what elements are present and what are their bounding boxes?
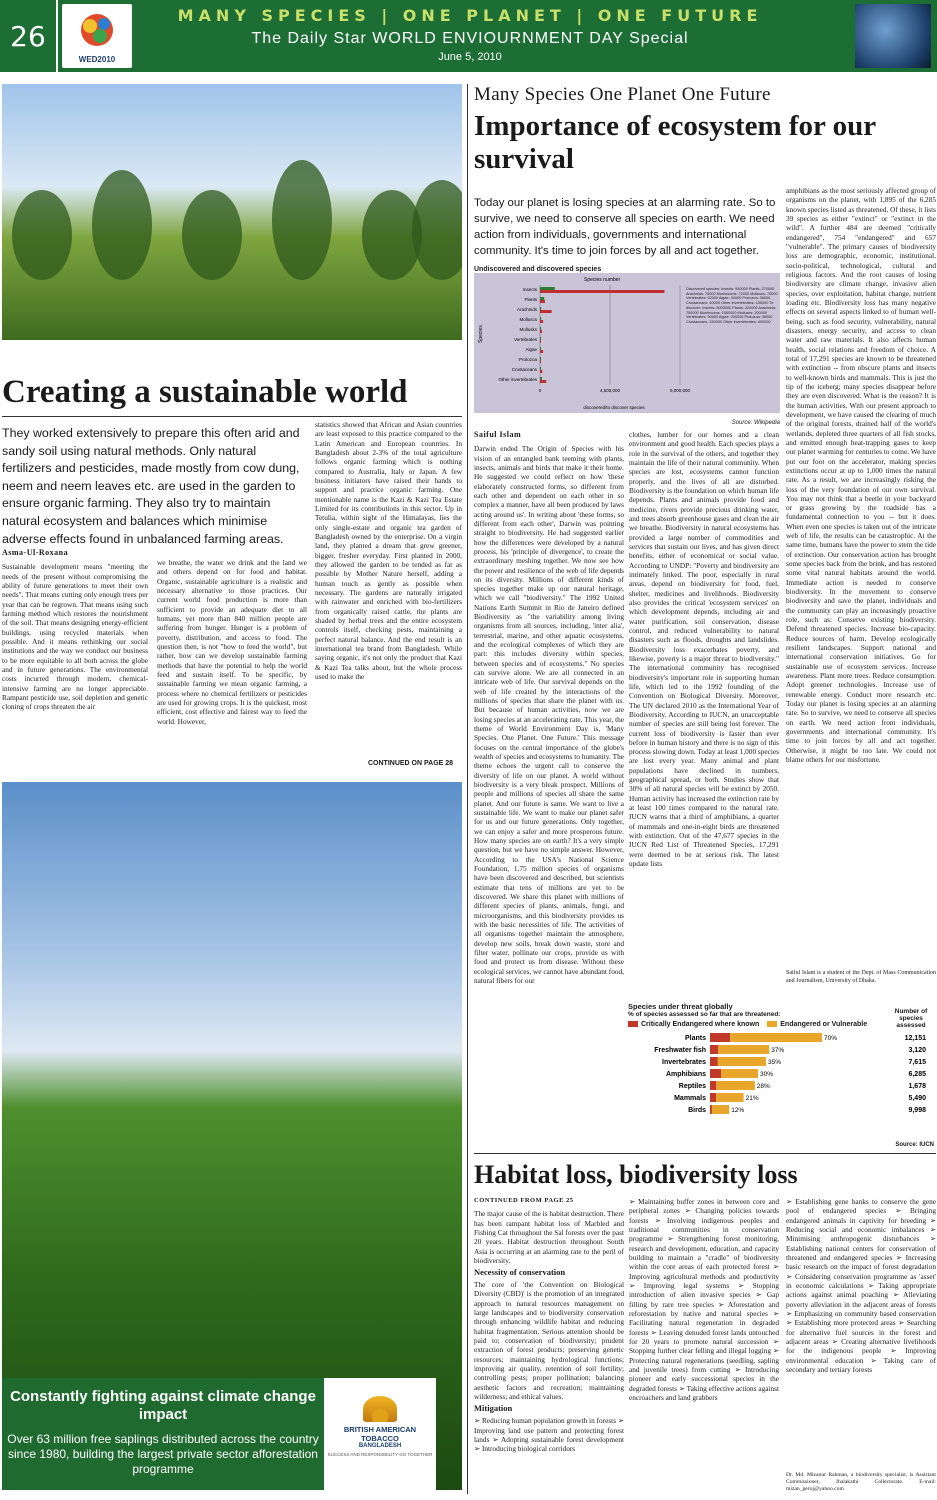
threat-bar-endangered (712, 1105, 729, 1114)
species-category-label: Other invertebrates (498, 377, 537, 382)
threat-assessed-value: 9,998 (908, 1107, 926, 1114)
threat-category-label: Amphibians (665, 1071, 706, 1078)
habitat-col-1 (474, 1197, 624, 1497)
threat-bar-critical (710, 1045, 718, 1054)
species-bar-to-discover (540, 380, 546, 383)
species-bar-discovered (540, 297, 544, 300)
threat-category-label: Invertebrates (662, 1059, 706, 1066)
left-col-1 (2, 548, 148, 780)
species-bar-discovered (540, 287, 555, 290)
species-bar-discovered (540, 367, 541, 370)
threat-value-label: 30% (760, 1071, 774, 1078)
right-col-3-text: amphibians as the most seriously affected group of organisms on the planet, with 1,895 of the 6,285 known species listed as threatened. Of these, it lists 39 species as either "extinct" or "extinct in the wild". A further 484 are deemed "critically endangered", 754 "endangered" and 657 "vulnerable". The primary causes of biodiversity loss are demographic, economic, institutional, socio-political, technological, cultural and religious factors. And the root causes of losing biodiversity are climate change, invasive alien species, over exploitation, habitat change, nutrient loading etc. Biodiversity loss has many negative effects on several aspects linked to of human well-being, such as food security, vulnerability, natural disasters, energy security, and access to clean water and raw materials. It also affects human health, social relations and freedom of choice. A total of 17,291 species are known to be threatened with extinction -- from obscure plants and insects to well-known birds and mammals. This is just the tip of the iceberg; many species disappear before they are even discovered. What is the reason? It is the human activities. With our present approach to development, we have caused the clearing of much of the original forests, drained half of the world's wetlands, depleted three quarters of all fish stocks, and emitted enough heat-trapping gases to keep our planet warming for centuries to come. We have put our foot on the accelerator, making species extinctions occur at up to 1,000 times the natural rate. As a result, we are increasingly risking the loss of the very foundation of our own survival. You may not think that a beetle in your backyard or grass growing by the roadside has a fundamental connection to you -- but it does. When even one species is taken out of the intricate web of life, the results can be catastrophic. At the same time, humans have the power to stem the tide of extinction. Our conservation action has brought some species back from the brink, and has restored some vital natural habitats around the world. Immediate action is needed to conserve biodiversity. In the movement to conserve biodiversity and save the planet, individuals and the community can play an increasingly proactive role, such as: Conserve existing biodiversity. Defend threatened species. Increase bio-capacity. Reduce sources of harm. Develop ecologically resilient landscapes. Support national and international conservation initiatives. Go for sustainable use of ecosystem services. Increase awareness. Plant more trees. Reduce consumption. Adopt greener technologies. Increase use of renewable energy. Conduct more research etc. Today our planet is losing species at an alarming rate. So to survive, we need to conserve all species on earth. We need action from individuals, governments and international community. It's time to join forces by all and act together. Otherwise, it might be too late. We could not blame others for our misfortune. (786, 186, 936, 765)
threat-chart-subtitle: % of species assessed so far that are threatened: (628, 1011, 781, 1018)
species-bar-to-discover (540, 360, 541, 363)
left-col-3-text: statistics showed that African and Asian countries are least exposed to this practice compared to the Latin American and European countries. In Bangladesh about 2-3% of the total agriculture follows organic farming which is nothing compared to Australia, Italy or Japan. A few business initiators have raised their hands to support and practice organic farming. One mentionable name is the Kazi & Kazi Tea Estate Limited for its contributions in this sector. Up in Tetulia, within sight of the Himalayas, lies the only single-estate and organic tea garden of Bangladesh owned by the enterprise. On a virgin land, they planted a dream that grew greener, bigger, fresher everyday. First planted in 2000, they allowed the garden to be tended as far as possible by Mother Nature herself, adding a human touch as gently as possible when necessary. The gardens are naturally irrigated with rainwater and enriched with bio-fertilizers from organically raised cattle, the plants are shaded by herbal trees and the entire ecosystem controls itself, checking pests, maintaining a perfect natural balance. And the end result is an international tea brand from Bangladesh. While saying organic, it's not only the product that Kazi & Kazi Tea talks about, but the whole process used to make the (315, 420, 462, 681)
threat-category-label: Plants (684, 1035, 706, 1042)
species-chart-source: Source: Wikipedia (731, 420, 780, 426)
threat-bar-endangered (730, 1033, 822, 1042)
species-chart-plot (474, 273, 780, 413)
threat-chart-source: Source: IUCN (895, 1142, 934, 1148)
species-xtick: 4,500,000 (599, 388, 621, 393)
species-bar-to-discover (540, 330, 542, 333)
habitat-col-1c-text: ➢ Reducing human population growth in forests ➢ Improving land use pattern and protecting forest lands ➢ Adopting sustainable forest development ➢ Introducing biological corridors (474, 1416, 624, 1454)
tea-garden-photo (2, 84, 462, 340)
species-legend-box (686, 287, 778, 405)
wed-logo (62, 4, 132, 68)
habitat-col-1-text: The major cause of the is habitat destruction. There has been rampant habitat loss of Marbled and Fishing Cat throughout the Sal forests over the past 20 years. Habitat destruction throughout South Asia is occurring at an alarming rate to the peril of biodiversity. (474, 1209, 624, 1265)
wed-logo-label: WED2010 (78, 55, 116, 64)
habitat-col-2-text: ➢ Maintaining buffer zones in between core and peripheral zones ➢ Changing policies towards forests ➢ Involving indigenous peoples and traditional communities in conservation programme ➢ Strengthening forest monitoring, research and development, education, and capacity building to maintain a "cradle" of biodiversity within the core areas of each protected forest ➢ Improving agricultural methods and productivity ➢ Improving legal systems ➢ Stopping introduction of alien invasive species ➢ Gap filling by rare tree species ➢ Aforestation and reforestation by native and natural species ➢ Facilitating natural regeneration in degraded forests ➢ Leaving denuded forest lands untouched for 20 years to promote natural succession ➢ Stopping further clear felling and illegal logging ➢ Protecting natural regenerations (seedling, sapling and juvenile trees) from cutting ➢ Introducing pioneer and early successional species in the degraded forests ➢ Taking effective actions against encroachers and land grabbers (629, 1197, 779, 1402)
habitat-col-1b-text: The core of 'the Convention on Biological Diversity (CBD)' is the promotion of an integrated approach to natural resources management on large landscapes and to biodiversity conservation through enhancing wildlife habitat and reducing habitat fragmentation. Serious attention should be paid to; conservation of biodiversity; prudent extraction of forest products; preserving genetic resources; maintaining hydrological functions; improving air quality, retention of soil fertility; controlling pests; proper pollination; balancing aesthetic factors and recreation; maintaining wilderness; and ethical values. (474, 1280, 624, 1402)
forest-photo (2, 782, 462, 1490)
species-category-label: Algae (525, 347, 537, 352)
threat-bar-endangered (716, 1093, 744, 1102)
left-col-2-text: we breathe, the water we drink and the land we and others depend on for food and habitat. Organic, sustainable agriculture is a realistic and necessary alternative to those practices. Our current world food production is more than sufficient to provide an adequate diet to all humans, yet more than 840 million people are suffering from hunger. Hunger is a problem of poverty, distribution, and access to food. The question then, is not "how to feed the world", but rather, how can we develop sustainable farming methods that have the potential to help the world feed and sustain itself. To be specific, by sustainable farming we mean organic farming, a process where no chemical fertilizers or pesticides are used for growing crops. It is the quickest, most efficient, cost effective and fairest way to feed the world. However, (157, 558, 307, 726)
right-col-2 (629, 430, 779, 1000)
species-bar-discovered (540, 377, 542, 380)
species-xtick: 0 (538, 388, 542, 393)
species-category-label: Protozoa (518, 357, 537, 362)
threat-chart-title: Species under threat globally (628, 1002, 733, 1011)
species-bar-to-discover (540, 350, 543, 353)
species-bar-to-discover (540, 320, 543, 323)
threat-bar-critical (710, 1069, 721, 1078)
species-chart-title: Undiscovered and discovered species (474, 266, 602, 273)
headline-ecosystem: Importance of ecosystem for our survival (474, 110, 876, 176)
deck-ecosystem: Today our planet is losing species at an alarming rate. So to survive, we need to conserve all species on earth. We need action from individuals, governments and international community. It's time to join forces by all and act together. (474, 197, 776, 257)
species-bar-to-discover (540, 310, 552, 313)
continued-from-label: CONTINUED FROM PAGE 25 (474, 1197, 574, 1204)
threat-value-label: 28% (756, 1083, 770, 1090)
author-note-saiful: Saiful Islam is a student of the Dept. of Mass Communication and Journalism, University of Dhaka. (786, 970, 936, 984)
masthead-date: June 5, 2010 (438, 51, 502, 63)
right-col-3 (786, 186, 936, 956)
threat-category-label: Mammals (674, 1095, 706, 1102)
species-bar-discovered (540, 357, 541, 360)
threat-bar-endangered (721, 1069, 758, 1078)
bat-brand: BRITISH AMERICAN TOBACCO (343, 1425, 417, 1443)
deck-sustainable: They worked extensively to prepare this often arid and sandy soil using natural methods. Only natural fertilizers and pesticides, made mostly from cow dung, neem and neem leaves etc. are used in the garden to ensure organic farming. They also try to maintain natural ecosystem and balances which minimise adverse effects found in unbalanced farming areas. (2, 426, 300, 546)
threat-bar-endangered (718, 1057, 766, 1066)
species-bar-discovered (540, 327, 541, 330)
threat-assessed-value: 12,151 (904, 1035, 926, 1042)
threat-bar-endangered (716, 1081, 755, 1090)
climate-ad (2, 1378, 324, 1490)
species-legend-text: Discovered species: Insects: 950000 Plants: 270000 Arachnids: 75000 Mushrooms: 72000 Molluscs: 70000 Vertebrates: 62000 Algae: 40000 Protozoa: 36000 Crustaceans: 40000 Other invertebrates: 130000 To discover: Insects: 8000000 Plants: 320000 Arachnids: 750000 Mushrooms: 1500000 Molluscs: 200000 Vertebrates: 50000 Algae: 200000 Protozoa: 36000 Crustaceans: 150000 Other invertebrates: 400000 (686, 287, 778, 325)
species-bar-to-discover (540, 340, 541, 343)
bat-flower-icon (363, 1396, 397, 1422)
page-number: 26 (0, 0, 58, 72)
threat-bar-critical (710, 1093, 716, 1102)
threat-value-label: 12% (731, 1107, 745, 1114)
legend-critical: Critically Endangered where known (641, 1021, 760, 1028)
species-chart-subtitle: Species number (584, 277, 621, 283)
threat-category-label: Birds (688, 1107, 706, 1114)
threat-bar-critical (710, 1105, 712, 1114)
ad-headline: Constantly fighting against climate change impact (10, 1388, 316, 1423)
left-col-1-text: Sustainable development means "meeting the needs of the present without compromising the ability of future generations to meet their own needs". That means cutting only enough trees per year that can be regrown. That means using such farming method which restores the nourishment of the soil. That means designing energy-efficient buildings, using recycled materials when possible. And it means rethinking our social institutions and the way we conduct our business to be more equitable to all both across the globe and in future generations. The environmental costs incurred through modern, chemical-intensive farming are no longer appreciable. Rampant pesticide use, soil depletion and genetic cloning of crops threaten the air (2, 562, 148, 712)
right-col-1-text: Darwin ended The Origin of Species with his vision of an entangled bank teeming with plants, insects, animals and birds that make it their home. He suggested we could reflect on how 'these elaborately constructed forms, so different from each other and dependent on each other in so complex a manner, have all been produced by laws acting around us'. In writing about 'these forms, so different from each other', Darwin was pointing straight to biodiversity. He had suggested earlier how the differences were developed by a natural process, his 'principle of divergence', to create the extraordinary meshing together. We now see how the power and resilience of the web of life depends on its diversity. Millions of different kinds of species together make up our natural heritage, which we call "biodiversity." The 1992 United Nations Earth Summit in Rio de Janeiro defined Biodiversity as "the variability among living organisms from all sources, including, 'inter alia', terrestrial, marine, and other aquatic ecosystems, and the ecological complexes of which they are part: this includes diversity within species, between species and of ecosystems." No species can survive alone. We are all connected in an intricate web of life. Our survival depends on the web of life created by the interactions of the millions of species that share the planet with us. But because of human activities, now we are losing species at an accelerating rate. This year, the theme of World Environment Day is, 'Many Species. One Planet. One Future.' This message focuses on the central importance of the globe's wealth of species and ecosystems to humanity. The theme echoes the urgent call to conserve the diversity of life on our planet. A world without biodiversity is a very bleak prospect. Millions of people and millions of species all share the same planet. And our future is same. We want to live a sustainable life. We want to make our planet safer for us and our future generations. Only together, we can enjoy a safer and more prosperous future. How many species are on earth? It's a very simple question, but we have no simple answer. However, According to the USA's National Science Foundation, 1.75 million species of organisms have been discovered and described, but scientists estimate that tens of millions are yet to be discovered. We share this planet with millions of different species of plants, animals, fungi, and microorganisms, and this biodiversity provides us with the basic necessities of life. The activities of all organisms together maintain the atmosphere, develop new soils, break down waste, store and filter water, pollinate our crops, provide us with food and protect us from disease. Without these ecological services, we cannot have abundant food, natural fibers for our (474, 444, 624, 985)
habitat-col-3-text: ➢ Establishing gene banks to conserve the gene pool of endangered species ➢ Bringing endangered animals in captivity for breeding ➢ Reducing social and economic imbalances ➢ Minimising anthropogenic disturbances ➢ Establishing national centers for conservation of threatened and endangered species ➢ Increasing basic research on the impact of forest degradation ➢ Considering conservation programme as 'asset' in economic calculations ➢ Taking appropriate actions against animal poaching ➢ Alleviating poverty alleviation in the adjacent areas of forests ➢ Emphasizing on community based conservation ➢ Establishing more protected areas ➢ Searching for alternative fuel sources in the forest and adjacent areas ➢ Creating alternative livelihoods for the indigenous people ➢ Improving environmental education ➢ Taking care of secondary and tertiary forests (786, 1197, 936, 1374)
species-category-label: Arachnids (516, 307, 537, 312)
threat-bar-critical (710, 1057, 718, 1066)
threat-category-label: Reptiles (678, 1083, 706, 1090)
threat-category-label: Freshwater fish (654, 1047, 706, 1054)
kicker-right: Many Species One Planet One Future (474, 84, 771, 105)
threat-assessed-value: 7,615 (908, 1059, 926, 1066)
species-bar-discovered (540, 337, 541, 340)
author-note-mizanur: Dr. Md. Mizanur Rahman, a biodiversity specialist, is Assistant Commissioner, Jhalakathi Collectorate. E-mail: mizan_peroj@yahoo.com (786, 1472, 936, 1493)
left-col-2 (157, 558, 307, 770)
threat-value-label: 37% (771, 1047, 785, 1054)
threat-assessed-value: 6,285 (908, 1071, 926, 1078)
byline-saiful: Saiful Islam (474, 430, 522, 439)
headline-habitat: Habitat loss, biodiversity loss (474, 1160, 798, 1189)
masthead-motto: MANY SPECIES | ONE PLANET | ONE FUTURE (177, 6, 763, 25)
headline-sustainable: Creating a sustainable world (2, 374, 408, 410)
legend-endangered: Endangered or Vulnerable (780, 1021, 868, 1028)
bat-logo (324, 1378, 436, 1490)
species-bar-discovered (540, 317, 541, 320)
threat-value-label: 35% (768, 1059, 782, 1066)
threat-chart-plot (628, 1028, 934, 1124)
threat-chart (628, 1002, 936, 1150)
sub-conservation: Necessity of conservation (474, 1267, 566, 1278)
species-ylabel: Species (478, 325, 484, 343)
right-col-1 (474, 430, 624, 1142)
species-bar-to-discover (540, 370, 542, 373)
species-bar-discovered (540, 347, 541, 350)
species-chart (474, 266, 780, 426)
species-xlabel: discovered/to discover species (583, 405, 645, 410)
assessed-header: Number of species assessed (894, 1008, 928, 1030)
species-bar-to-discover (540, 290, 664, 293)
right-col-2-text: clothes, lumber for our homes and a clean environment and good health. Each species plays a role in the survival of the others, and together they maintain the life of their natural community. When species are lost, ecosystems cannot function properly, and the lives of all are disturbed. Biodiversity is the foundation on which human life depends. Plants and animals provide food and medicine, rivers provide precious drinking water, and trees absorb greenhouse gases and clean the air we breathe. Biodiversity in natural ecosystems has provided a large number of commodities and services that sustain our lives, and has given direct benefits, either of economical or social value. According to UNDP: "Poverty and biodiversity are intimately linked. The poor, especially in rural areas, depend on biodiversity for food, fuel, shelter, medicines and livelihoods. Biodiversity also provides the critical 'ecosystem services' on which development depends, including air and water purification, soil conservation, disease control, and reduced vulnerability to natural disasters such as floods, droughts and landslides. Biodiversity loss exacerbates poverty, and likewise, poverty is a major threat to biodiversity." The international community has recognised biodiversity's important role in supporting human life, which led to the 1992 founding of the Convention on Biological Diversity. Moreover, The UN declared 2010 as the International Year of Biodiversity. According to IUCN, an unacceptable number of species are still being lost forever. The current loss of biodiversity is faster than ever before in human history and there is no sign of this process slowing down. Today at least 1,000 species are lost every year. Many animal and plant populations have declined in numbers, geographical spread, or both. Studies show that 30% of all natural species will be extinct by 2050. Human activity has increased the extinction rate by at least 100 times compared to the natural rate. IUCN warns that a third of amphibians, a quarter of mammals and one-in-eight birds are threatened with extinction. Out of the 47,677 species in the IUCN Red List of Threatened Species, 17,291 were deemed to be at serious risk. The latest update lists (629, 430, 779, 869)
species-xtick: 9,000,000 (669, 388, 691, 393)
species-category-label: Mollusks (519, 327, 537, 332)
species-bar-to-discover (540, 300, 545, 303)
species-category-label: Plants (524, 297, 537, 302)
ad-body: Over 63 million free saplings distributed across the country since 1980, building the largest private sector afforestation programme (7, 1432, 319, 1476)
species-category-label: Insects (522, 287, 537, 292)
masthead (0, 0, 937, 72)
sub-mitigation: Mitigation (474, 1403, 513, 1414)
threat-bar-critical (710, 1081, 716, 1090)
earth-image (855, 4, 931, 68)
habitat-col-3 (786, 1197, 936, 1469)
left-col-3 (315, 420, 462, 756)
species-category-label: Molluscs (519, 317, 537, 322)
bat-brand-sub: BANGLADESH (358, 1443, 402, 1450)
threat-assessed-value: 3,120 (908, 1047, 926, 1054)
continued-on-label: CONTINUED ON PAGE 28 (368, 760, 454, 767)
habitat-col-2 (629, 1197, 779, 1497)
threat-value-label: 70% (824, 1035, 838, 1042)
threat-bar-critical (710, 1033, 730, 1042)
threat-assessed-value: 5,490 (908, 1095, 926, 1102)
threat-assessed-value: 1,678 (908, 1083, 926, 1090)
masthead-special: The Daily Star WORLD ENVIOURNMENT DAY Special (251, 30, 689, 47)
species-category-label: Vertebrates (513, 337, 537, 342)
threat-bar-endangered (718, 1045, 769, 1054)
threat-value-label: 21% (745, 1095, 759, 1102)
species-bar-discovered (540, 307, 541, 310)
species-category-label: Crustaceans (511, 367, 537, 372)
byline-roxana: Asma-Ul-Roxana (2, 548, 69, 557)
bat-tagline: SUCCESS AND RESPONSIBILITY GO TOGETHER (327, 1452, 433, 1458)
